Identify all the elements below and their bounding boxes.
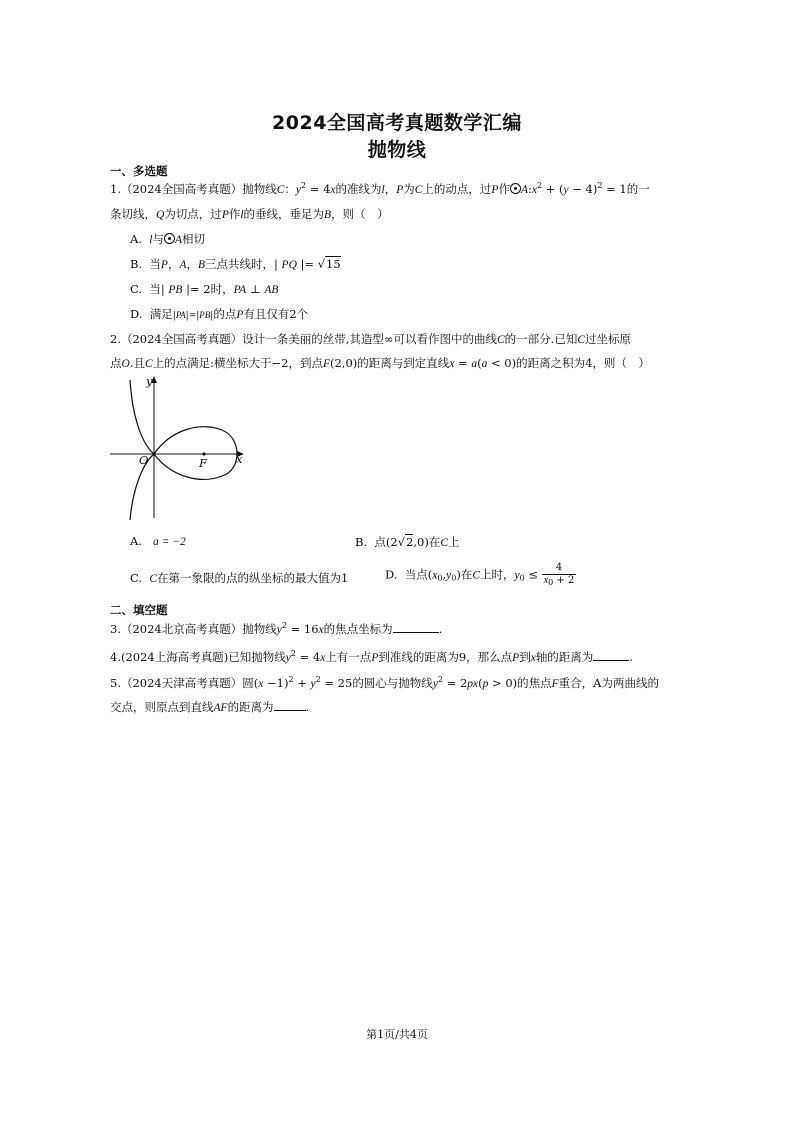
q4-number: 4.	[110, 650, 121, 664]
q5-text: 的焦点	[517, 676, 552, 690]
q4-text: 到准线的距离为9，那么点	[378, 650, 513, 664]
graph-origin-label: O	[139, 453, 149, 467]
option-math: a = −2	[152, 536, 186, 548]
q1-text: 作	[228, 207, 241, 221]
option-text: 当	[149, 257, 161, 271]
q1-option-b[interactable]: B. 当P，A，B三点共线时，| PQ |= √15	[130, 257, 341, 271]
option-text: 当点	[404, 567, 428, 582]
q2-text: ，到点	[288, 356, 323, 370]
document-title: 2024全国高考真题数学汇编	[272, 112, 522, 134]
graph-x-label: x	[236, 452, 243, 466]
graph-y-label: y	[146, 374, 153, 388]
section-heading-fill-blank: 二、填空题	[110, 603, 168, 617]
q1-line1: 1.（2024全国高考真题）抛物线C：$y^2 = 4x$的准线为l，P为C上的动点，过P作 $A:x^2 + (y - 4)^2 = 1$的一	[110, 181, 650, 196]
ribbon-shape-icon: ∞	[383, 332, 394, 346]
q2-number: 2.	[110, 332, 121, 346]
q2-text: 上的点满足:横坐标大于	[152, 356, 272, 370]
q2-option-c[interactable]: C. C在第一象限的点的纵坐标的最大值为1	[130, 571, 349, 585]
q3-text: 抛物线	[242, 622, 277, 636]
q4-text: 到	[519, 650, 531, 664]
page-footer: 第1页/共4页	[366, 1028, 428, 1041]
q1-option-c[interactable]: C. 当| PB |= 2时，PA ⊥ AB	[130, 282, 279, 296]
q2-text: 可以看作图中的曲线	[393, 332, 497, 346]
q5-text: 圆	[242, 676, 254, 690]
q2-text: 设计一条美丽的丝带,其造型	[242, 332, 384, 346]
option-text: 在	[460, 567, 473, 582]
q5-line2: 交点，则原点到直线AF的距离为 .	[110, 700, 310, 714]
option-text: 满足	[149, 307, 173, 321]
q4-line: 4.(2024上海高考真题)已知抛物线$y^2 = 4x$上有一点P到准线的距离为9，那么点P到x轴的距离为 .	[110, 649, 633, 664]
q1-text: 为	[403, 182, 415, 196]
q3-text: 的焦点坐标为	[323, 622, 393, 636]
q2-line1: 2.（2024全国高考真题）设计一条美丽的丝带,其造型∞可以看作图中的曲线C的一部分.已知C过坐标原	[110, 332, 631, 346]
curve-upper-branch	[130, 380, 154, 454]
curve-graph	[110, 372, 250, 522]
circle-symbol-icon	[510, 183, 521, 194]
option-label: D.	[385, 567, 398, 582]
q2-option-b[interactable]: B. 点(2√2,0)在C上	[355, 535, 460, 549]
fraction: $\frac{4}{x_0 + 2}$	[543, 562, 575, 587]
q1-number: 1.	[110, 182, 121, 196]
q2-text: 点	[110, 356, 122, 370]
q5-text: 的距离为	[227, 700, 274, 714]
q1-text: 上的动点，过	[422, 182, 492, 196]
q2-line2: 点O.且C上的点满足:横坐标大于−2，到点F(2,0)的距离与到定直线x = a(a < 0)的距离之积为4，则（ ）	[110, 356, 650, 370]
q5-text: A为两曲线的	[593, 676, 659, 690]
q4-text: 轴的距离为	[535, 650, 594, 664]
q1-option-a[interactable]: A. l与 A相切	[130, 232, 206, 246]
q3-line: 3.（2024北京高考真题）抛物线$y^2 = 16x$的焦点坐标为 .	[110, 621, 443, 636]
q1-text: ，则（ ）	[331, 207, 389, 221]
q1-line2: 条切线，Q为切点，过P作l的垂线，垂足为B，则（ ）	[110, 207, 389, 221]
option-text: 的点	[213, 307, 237, 321]
option-text: 在	[428, 535, 441, 549]
option-text: 时，	[210, 282, 234, 296]
q1-option-d[interactable]: D. 满足|PA|=|PB|的点P有且仅有2个	[130, 307, 309, 321]
q2-source: （2024全国高考真题）	[120, 332, 243, 346]
q1-text: 抛物线	[242, 182, 277, 196]
q5-text: 交点，则原点到直线	[110, 700, 214, 714]
option-label: B.	[355, 535, 368, 549]
q3-source: （2024北京高考真题）	[120, 622, 243, 636]
option-label: A.	[130, 534, 142, 548]
q1-text: 的一	[626, 182, 650, 196]
q4-source: (2024上海高考真题)	[120, 650, 229, 664]
section-heading-multiple-choice: 一、多选题	[110, 164, 168, 178]
option-label: A.	[130, 232, 142, 246]
q2-text: 的距离与到定直线	[357, 356, 450, 370]
q1-text: 的垂线，垂足为	[243, 207, 325, 221]
q2-text: 过坐标原	[585, 332, 631, 346]
q5-source: （2024天津高考真题）	[120, 676, 243, 690]
answer-blank[interactable]	[393, 622, 439, 633]
option-text: 与	[152, 232, 164, 246]
q1-text: 条切线，	[110, 207, 156, 221]
q4-text: 上有一点	[325, 650, 372, 664]
option-text: 上	[448, 535, 460, 549]
q1-text: 的准线为	[335, 182, 382, 196]
document-subtitle: 抛物线	[367, 139, 427, 161]
q2-option-d[interactable]: D. 当点$(x_0,y_0)$在C上时，$y_0$ ≤ $\frac{4}{x_0 + 2}$	[385, 562, 575, 587]
option-label: D.	[130, 307, 143, 321]
q3-number: 3.	[110, 622, 121, 636]
option-label: B.	[130, 257, 143, 271]
answer-blank[interactable]	[593, 650, 629, 661]
option-text: 三点共线时，	[205, 257, 275, 271]
option-text: 上时，	[480, 567, 515, 582]
option-text: 相切	[182, 232, 206, 246]
curve-loop	[154, 427, 237, 480]
q1-text: 作	[498, 182, 510, 196]
option-text: 当	[149, 282, 161, 296]
graph-focus-label: F	[199, 456, 207, 470]
q1-source: （2024全国高考真题）	[120, 182, 243, 196]
q5-text: 的圆心与抛物线	[352, 676, 433, 690]
q4-text: 已知抛物线	[228, 650, 286, 664]
fraction-numerator: 4	[542, 562, 577, 575]
q5-line1: 5.（2024天津高考真题）圆$(x -1)^2 + y^2 = 25$的圆心与抛物线$y^2 = 2px(p > 0)$的焦点F重合，A为两曲线的	[110, 675, 659, 690]
q5-number: 5.	[110, 676, 121, 690]
option-text: 有且仅有2个	[243, 307, 309, 321]
q2-text: .且	[129, 356, 145, 370]
q2-text: 的距离之积为4，则（ ）	[516, 356, 650, 370]
option-label: C.	[130, 571, 143, 585]
circle-symbol-icon	[164, 233, 175, 244]
q5-text: 重合，	[558, 676, 594, 690]
q2-text: 的一部分.已知	[504, 332, 578, 346]
option-text: 在第一象限的点的纵坐标的最大值为1	[157, 571, 349, 585]
option-text: 点	[374, 535, 386, 549]
q1-text: 为切点，过	[164, 207, 222, 221]
answer-blank[interactable]	[274, 700, 306, 711]
option-label: C.	[130, 282, 143, 296]
q2-option-a[interactable]	[130, 534, 186, 548]
